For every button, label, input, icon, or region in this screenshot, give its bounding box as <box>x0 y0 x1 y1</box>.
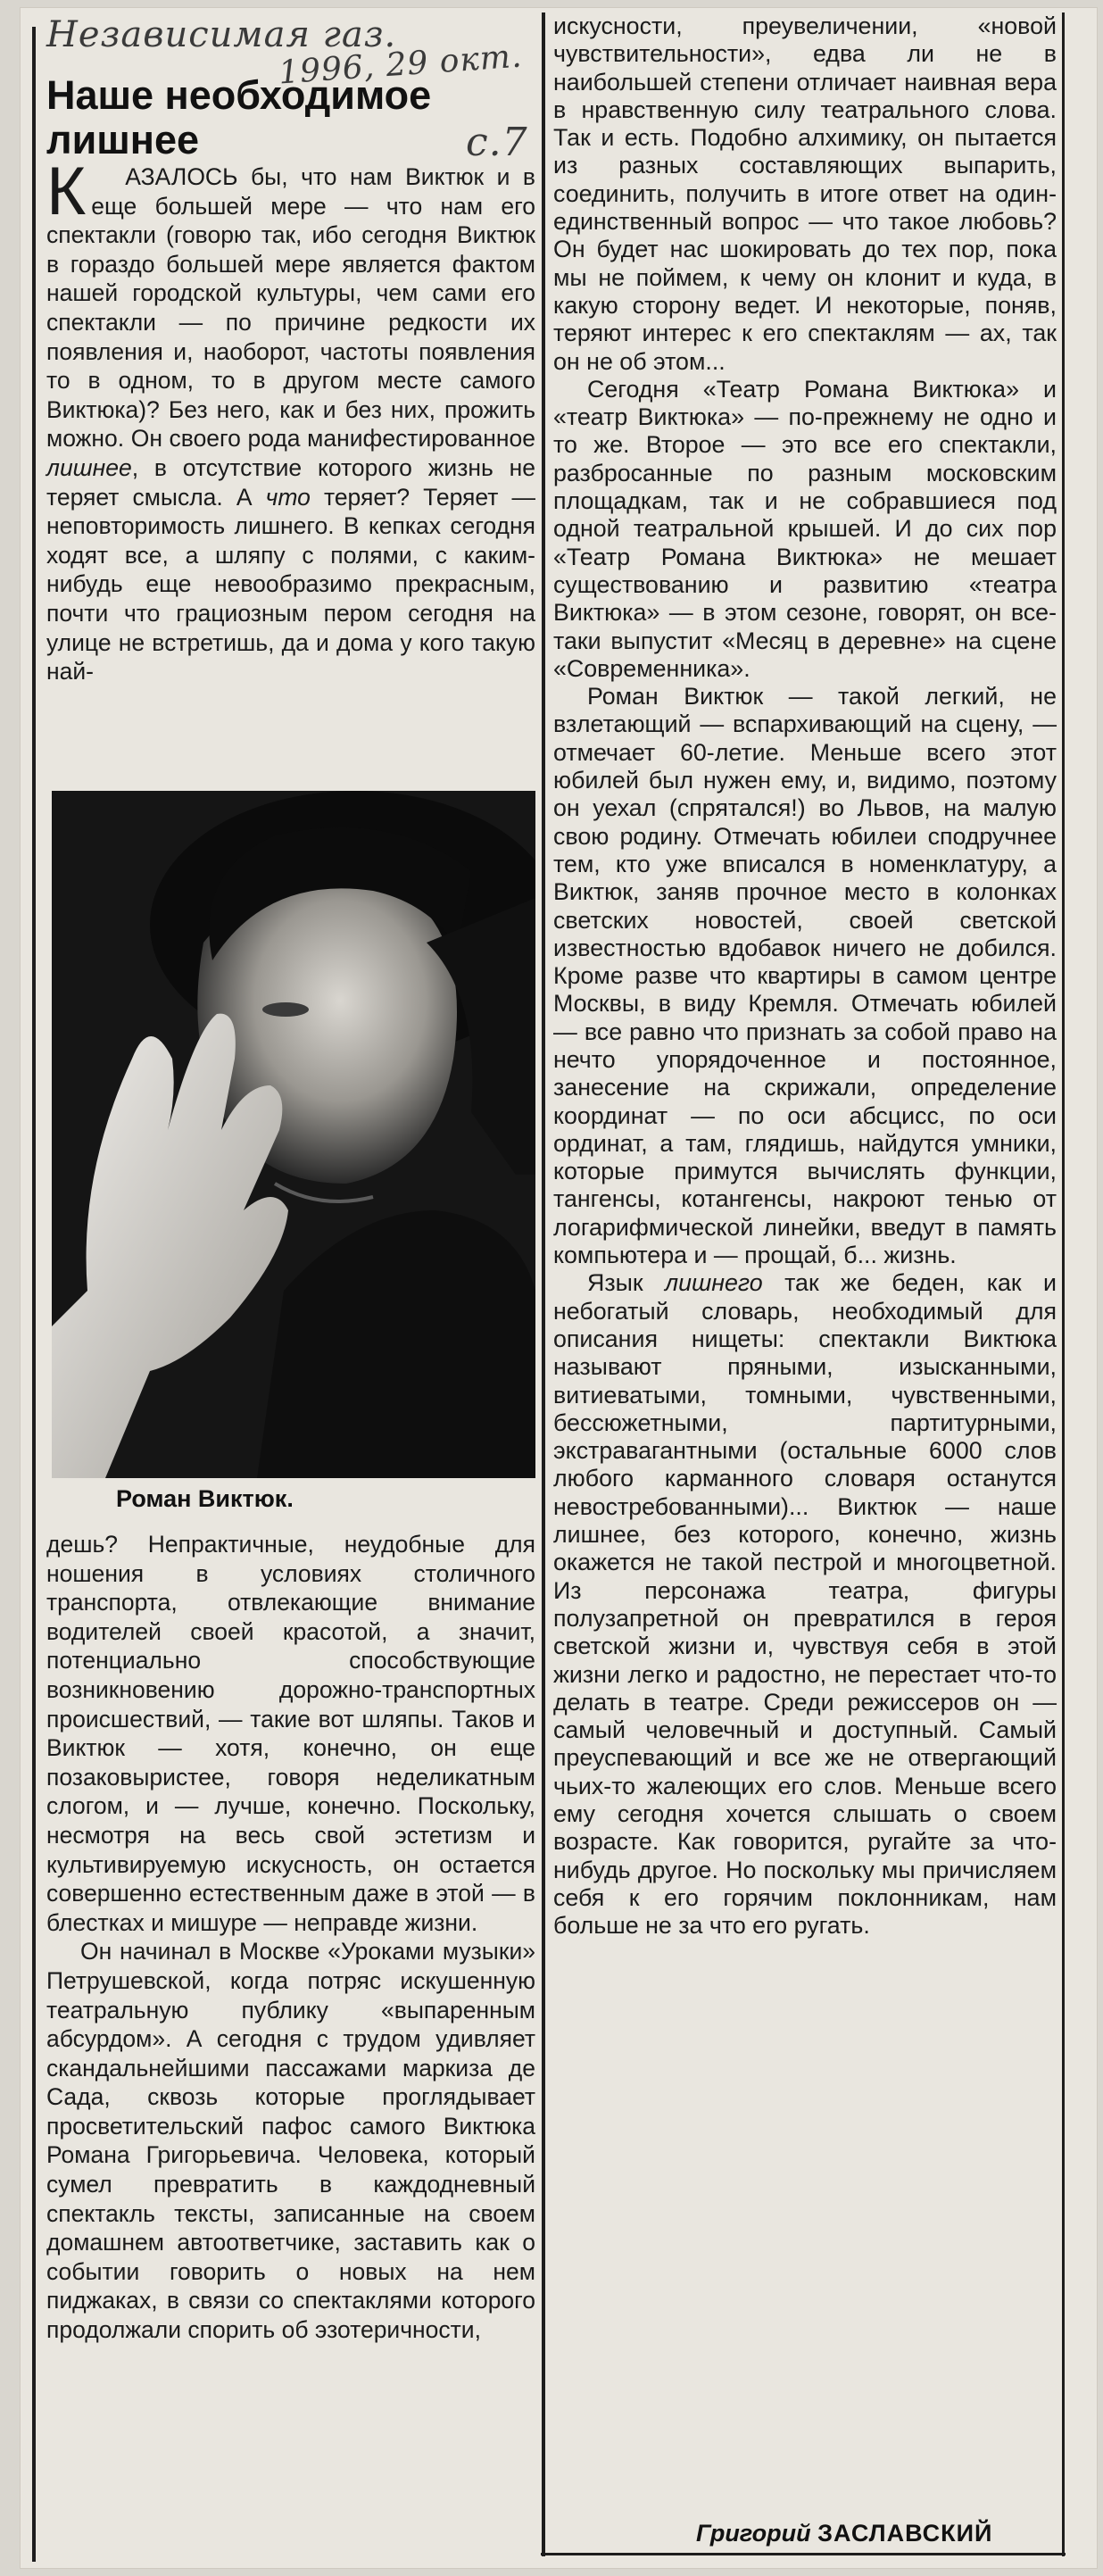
portrait-photo <box>52 791 535 1478</box>
col1-paragraph-1: дешь? Непрактичные, неудобные для ношения в условиях столичного транспорта, отвлекающие внимание водителей своей красотой, а значит, потенциально способствующие возникновению дорожно-транспортных происшествий, — такие вот шляпы. Таков и Виктюк — хотя, конечно, он еще позаковыристее, говоря неделикатным слогом, и — лучше, конечно. Поскольку, несмотря на весь свой эстетизм и культивируемую искусность, он остается совершенно естественным даже в этой — в блестках и мишуре — неправде жизни. <box>46 1531 535 1936</box>
lead-text-3: теряет? Теряет — неповторимость лишнего. В кепках сегодня ходят все, а шляпу с полями, с каким-нибудь еще невообразимо прекрасным, почти что грациозным пером сегодня на улице не встретишь, да и дома у кого такую най- <box>46 483 535 686</box>
handwritten-date: 1996, 29 окт. <box>277 37 524 92</box>
drop-cap: К <box>46 154 87 229</box>
handwritten-page: с.7 <box>466 120 528 165</box>
col2-p4-text-a: Язык <box>587 1269 665 1297</box>
column-2 <box>553 12 1057 1940</box>
col1-paragraph-2: Он начинал в Москве «Уроками музыки» Петрушевской, когда потряс искушенную театральную публику «выпаренным абсурдом». А сегодня с трудом удивляет скандальнейшими пассажами маркиза де Сада, сквозь которые проглядывает просветительский пафос самого Виктюка Романа Григорьевича. Человека, который сумел превратить в каждодневный спектакль тексты, записанные на своем домашнем автоответчике, заставить как о событии говорить о новых на нем пиджаках, в связи со спектаклями которого продолжали спорить об эзотеричности, <box>46 1938 535 2344</box>
col2-paragraph-1: искусности, преувеличении, «новой чувствительности», едва ли не в наибольшей степени отличает наивная вера в нравственную силу театрального слова. Так и есть. Подобно алхимику, он пытается из разных составляющих выпарить, соединить, получить в итоге ответ на один-единственный вопрос — что такое любовь? Он будет нас шокировать до тех пор, пока мы не поймем, к чему он клонит и куда, в какую сторону ведет. И некоторые, поняв, теряют интерес к его спектаклям — ах, так он не об этом... <box>553 12 1057 375</box>
handwritten-source: Независимая газ. <box>46 14 397 55</box>
headline-line-2: лишнее <box>46 117 199 162</box>
author-first-name: Григорий <box>696 2520 811 2547</box>
lead-text-2: , в отсутствие которого жизнь не теряет смысла. А <box>46 453 535 511</box>
column-1-continued <box>46 1530 535 2345</box>
column-1-lead <box>46 154 535 686</box>
lead-caps: АЗАЛОСЬ <box>125 163 238 190</box>
author-last-name: ЗАСЛАВСКИЙ <box>817 2520 993 2547</box>
column-rule-bottom <box>541 2553 1066 2555</box>
col2-paragraph-2: Сегодня «Театр Романа Виктюка» и «театр Виктюка» — по-прежнему не одно и то же. Второе — это все его спектакли, разбросанные по разным московским площадкам, так и не собравшиеся под одной театральной крышей. И до сих пор «Театр Романа Виктюка» не мешает существованию и развитию «театра Виктюка» — в этом сезоне, говорят, он все-таки выпустит «Месяц в деревне» на сцене «Современника». <box>553 375 1057 682</box>
photo-caption: Роман Виктюк. <box>116 1485 294 1512</box>
col2-paragraph-4 <box>553 1269 1057 1940</box>
lead-paragraph <box>46 154 535 686</box>
column-rule-left <box>32 27 36 2562</box>
lead-italic-2: что <box>265 483 311 511</box>
col2-p4-text-b: так же беден, как и небогатый словарь, необходимый для описания нищеты: спектакли Виктюка называют пряными, изысканными, витиеватыми, томными, чувственными, бессюжетными, партитурными, экстравагантными (остальные 6000 слов любого карманного словаря останутся невостребованными)... Виктюк — наше лишнее, без которого, конечно, жизнь окажется не такой пестрой и многоцветной. Из персонажа театра, фигуры полузапретной он превратился в героя светской жизни и, чувствуя себя в этой жизни легко и радостно, не перестает что-то делать в театре. Среди режиссеров он — самый человечный и доступный. Самый преуспевающий и все же не отвергающий чьих-то жалеющих его слов. Меньше всего ему сегодня хочется слышать о своем возрасте. Как говорится, ругайте за что-нибудь другое. Но поскольку мы причисляем себя к его горячим поклонникам, нам больше не за что его ругать. <box>553 1269 1057 1940</box>
author-signature <box>696 2520 992 2547</box>
column-rule-right <box>1062 12 1065 2556</box>
col2-p4-italic: лишнего <box>664 1269 763 1297</box>
article-headline <box>46 73 510 162</box>
headline-line-1: Наше необходимое <box>46 72 432 118</box>
lead-italic: лишнее <box>46 453 132 481</box>
column-rule-middle <box>542 12 545 2556</box>
col2-paragraph-3: Роман Виктюк — такой легкий, не взлетающий — вспархивающий на сцену, — отмечает 60-летие. Меньше всего этот юбилей был нужен ему, и, видимо, поэтому он уехал (спрятался!) во Львов, на малую свою родину. Отмечать юбилеи сподручнее тем, кто уже вписался в номенклатуру, а Виктюк, заняв прочное место в колонках светских новостей, своей светской известностью вдобавок ничего не добился. Кроме разве что квартиры в самом центре Москвы, в виду Кремля. Отмечать юбилей — все равно что признать за собой право на нечто упорядоченное и постоянное, занесение на скрижали, определение координат — по оси абсцисс, по оси ординат, а там, глядишь, найдутся умники, которые примутся вычислять функции, тангенсы, котангенсы, накроют тенью от логарифмической линейки, введут в память компьютера и — прощай, б... жизнь. <box>553 683 1057 1269</box>
lead-text: бы, что нам Виктюк и в еще большей мере — что нам его спектакли (говорю так, ибо сегодня Виктюк в гораздо большей мере является фактом нашей городской культуры, чем сами его спектакли — по причине редкости их появления и, наоборот, частоты появления то в одном, то в другом месте самого Виктюка)? Без него, как и без них, прожить можно. Он своего рода манифестированное <box>46 163 535 453</box>
portrait-illustration <box>52 791 535 1478</box>
